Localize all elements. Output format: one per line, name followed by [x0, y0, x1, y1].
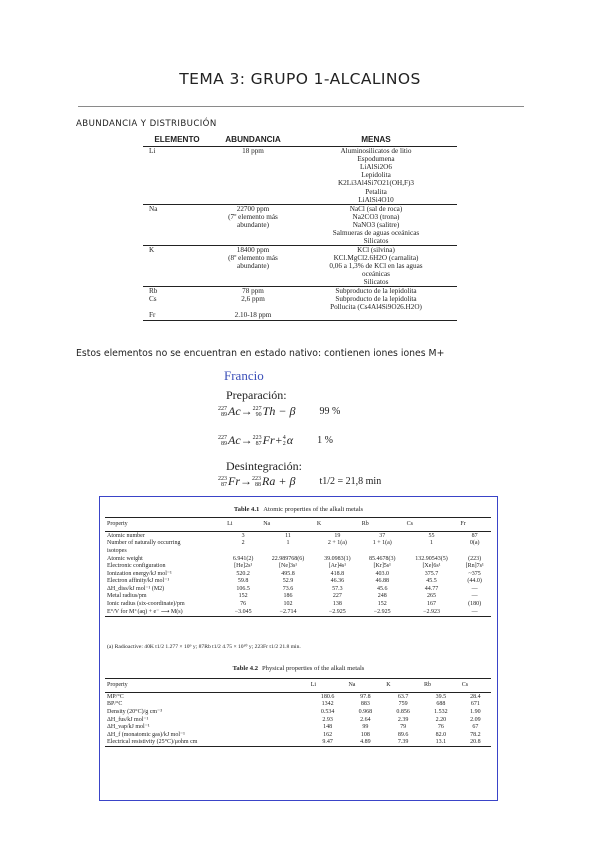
- value-cell: 2.39: [397, 716, 409, 723]
- mena-line: Subproducto de la lepidolita: [335, 295, 417, 304]
- col-header-element: ELEMENTO: [143, 134, 211, 147]
- value-cell: (223): [468, 555, 482, 562]
- value-cell: (180): [468, 601, 482, 608]
- preparation-label: Preparación:: [226, 388, 287, 402]
- property-name-cell: Electronic configuration: [107, 563, 166, 570]
- table-row: [105, 562, 491, 570]
- value-cell: 22.989768(6): [271, 555, 305, 562]
- value-cell: 2.09: [470, 716, 481, 723]
- value-cell: 55: [428, 532, 435, 539]
- table-row: [105, 593, 491, 601]
- mena-line: K2Li3Al4Si7O21(OH,F)3: [337, 179, 415, 188]
- property-name-cell: BP/°C: [107, 701, 123, 708]
- mena-line: 0,06 a 1,3% de KCl en las aguas: [329, 262, 423, 271]
- table-row: [143, 295, 457, 311]
- table-row: [105, 585, 491, 593]
- property-name-cell: Atomic number: [107, 532, 145, 539]
- element-cell: Li: [143, 147, 211, 204]
- abundance-line: (7º elemento más: [228, 212, 278, 221]
- mena-line: NaCl (sal de roca): [349, 204, 403, 213]
- property-name-cell: Atomic weight: [107, 555, 143, 562]
- mena-line: LiAlSi2O6: [360, 163, 392, 172]
- abundance-line: abundante): [237, 220, 269, 229]
- mena-line: KCl (silvina): [357, 245, 395, 254]
- table-row: [105, 731, 491, 739]
- column-header: Fr: [458, 518, 491, 532]
- value-cell: 52.9: [282, 578, 294, 585]
- equation-preparation-1: 227 89 Ac → 227 90 Th − β 99 %: [218, 404, 341, 418]
- property-name-cell: isotopes: [107, 547, 127, 554]
- mena-line: LiAlSi4O10: [358, 195, 394, 204]
- column-header: Na: [261, 518, 315, 532]
- table-row: [143, 204, 457, 245]
- table-row: [105, 547, 491, 555]
- value-cell: 82.0: [435, 731, 447, 738]
- value-cell: 1342: [321, 701, 334, 708]
- column-header: K: [384, 679, 422, 693]
- column-header: Property: [105, 679, 309, 693]
- property-name-cell: Metal radius/pm: [107, 593, 147, 600]
- col-header-menas: MENAS: [295, 134, 457, 147]
- mena-line: oceánicas: [362, 270, 390, 279]
- value-cell: 6.941(2): [232, 555, 254, 562]
- value-cell: 44.77: [424, 585, 439, 592]
- column-header: Rb: [422, 679, 460, 693]
- column-header: Cs: [405, 518, 459, 532]
- disintegration-label: Desintegración:: [226, 459, 302, 473]
- table1-footnote: (a) Radioactive: 40K t1/2 1.277 × 10⁹ y; 87Rb t1/2 4.75 × 10¹⁰ y; 223Fr t1/2 21.8 min.: [107, 644, 301, 650]
- value-cell: 2: [241, 540, 245, 547]
- column-header: K: [315, 518, 360, 532]
- value-cell: 759: [398, 701, 408, 708]
- column-header: Cs: [460, 679, 491, 693]
- value-cell: 19: [334, 532, 341, 539]
- value-cell: ~375: [468, 570, 481, 577]
- mena-line: Na2CO3 (trona): [352, 212, 400, 221]
- value-cell: [360, 547, 405, 555]
- mena-line: Lepidolita: [361, 171, 391, 180]
- value-cell: 0.856: [396, 708, 410, 715]
- equation-preparation-2: 227 89 Ac → 223 87 Fr + 4 2 α 1 %: [218, 433, 333, 447]
- native-state-note: Estos elementos no se encuentran en estado nativo: contienen iones iones M+: [76, 348, 445, 359]
- value-cell: 1.90: [470, 708, 481, 715]
- property-name-cell: E°/V for M⁺(aq) + e⁻ ⟶ M(s): [105, 608, 225, 616]
- value-cell: 1 + 1(a): [372, 540, 392, 547]
- element-cell: K: [143, 245, 211, 286]
- value-cell: 1: [286, 540, 290, 547]
- value-cell: 248: [377, 593, 387, 600]
- value-cell: 2.20: [435, 716, 447, 723]
- alkali-tables-frame: [99, 496, 498, 801]
- value-cell: 2.64: [360, 716, 371, 723]
- col-header-abundance: ABUNDANCIA: [211, 134, 295, 147]
- value-cell: 418.8: [330, 570, 345, 577]
- value-cell: 671: [470, 701, 480, 708]
- value-cell: 0(a): [469, 540, 480, 547]
- value-cell: 152: [238, 593, 248, 600]
- value-cell: 167: [427, 601, 436, 608]
- table-row: [105, 540, 491, 548]
- value-cell: [Ne]3s¹: [278, 563, 298, 570]
- value-cell: [Xe]6s¹: [422, 563, 441, 570]
- table-row: [105, 555, 491, 563]
- value-cell: 59.8: [237, 578, 249, 585]
- abundance-cell: [211, 147, 295, 204]
- equation-disintegration: 223 87 Fr → 223 88 Ra + β t1/2 = 21,8 min: [218, 474, 382, 488]
- mena-line: Petalita: [365, 187, 387, 196]
- value-cell: 2.93: [322, 716, 333, 723]
- mena-line: Pollucita (Cs4Al4Si9O26.H2O): [330, 303, 422, 312]
- property-name-cell: Electron affinity/kJ mol⁻¹: [107, 578, 170, 585]
- value-cell: 89.6: [397, 731, 409, 738]
- menas-cell: [295, 147, 457, 204]
- menas-cell: [295, 295, 457, 311]
- column-header: Na: [346, 679, 384, 693]
- abundance-cell: [211, 311, 295, 320]
- menas-cell: [295, 245, 457, 286]
- mena-line: Salmueras de aguas oceánicas: [332, 228, 420, 237]
- value-cell: [Ar]4s¹: [328, 563, 347, 570]
- mena-line: Subproducto de la lepidolita: [335, 287, 417, 296]
- value-cell: 67: [472, 724, 479, 731]
- value-cell: 87: [471, 532, 478, 539]
- value-cell: [Rn]7s¹: [465, 563, 484, 570]
- value-cell: 39.0983(1): [324, 555, 351, 562]
- value-cell: −2.923: [405, 608, 459, 616]
- value-cell: 79: [400, 724, 407, 731]
- value-cell: [458, 547, 491, 555]
- value-cell: 2 + 1(a): [327, 540, 347, 547]
- value-cell: 0.534: [320, 708, 335, 715]
- abundance-cell: [211, 287, 295, 296]
- mena-line: NaNO3 (salitre): [352, 220, 400, 229]
- value-cell: —: [458, 608, 491, 616]
- value-cell: 1.532: [434, 708, 448, 715]
- table-row: [105, 701, 491, 709]
- value-cell: [Kr]5s¹: [373, 563, 391, 570]
- section-heading: ABUNDANCIA Y DISTRIBUCIÓN: [76, 119, 217, 129]
- value-cell: 11: [285, 532, 291, 539]
- property-name-cell: ΔH_diss/kJ mol⁻¹ (M2): [107, 585, 165, 592]
- value-cell: 57.3: [332, 585, 343, 592]
- value-cell: 45.5: [426, 578, 437, 585]
- value-cell: 152: [377, 601, 387, 608]
- value-cell: [He]2s¹: [234, 563, 253, 570]
- element-cell: Na: [143, 204, 211, 245]
- abundance-cell: [211, 295, 295, 311]
- value-cell: 4.89: [346, 739, 384, 747]
- mena-line: Espodumena: [357, 155, 395, 164]
- table-row: [105, 739, 491, 747]
- table-row: [105, 532, 491, 540]
- value-cell: 186: [283, 593, 293, 600]
- value-cell: −2.714: [261, 608, 315, 616]
- value-cell: 180.6: [320, 693, 335, 700]
- value-cell: 1: [430, 540, 433, 547]
- value-cell: —: [471, 593, 478, 600]
- value-cell: [225, 547, 261, 555]
- abundance-line: 78 ppm: [242, 287, 264, 296]
- value-cell: 883: [360, 701, 370, 708]
- value-cell: 46.88: [375, 578, 389, 585]
- table-row: [105, 608, 491, 616]
- value-cell: 37: [379, 532, 386, 539]
- value-cell: 148: [323, 724, 333, 731]
- value-cell: [261, 547, 315, 555]
- table2-caption: Table 4.2 Physical properties of the alkali metals: [232, 665, 365, 672]
- abundance-line: 18 ppm: [242, 147, 264, 156]
- property-name-cell: Ionization energy/kJ mol⁻¹: [107, 570, 172, 577]
- menas-cell: [295, 311, 457, 320]
- value-cell: 39.5: [435, 693, 447, 700]
- property-name-cell: ΔH_fus/kJ mol⁻¹: [107, 716, 149, 723]
- value-cell: 265: [427, 593, 436, 600]
- abundance-line: 18400 ppm: [236, 245, 270, 254]
- property-name-cell: ΔH_vap/kJ mol⁻¹: [107, 724, 150, 731]
- value-cell: −2.925: [315, 608, 360, 616]
- value-cell: 97.8: [360, 693, 371, 700]
- value-cell: —: [471, 585, 478, 592]
- column-header: Li: [225, 518, 261, 532]
- value-cell: 76: [240, 601, 247, 608]
- property-name-cell: Electrical resistivity (25°C)/μohm cm: [105, 739, 309, 747]
- atomic-properties-table: [105, 517, 491, 617]
- abundance-line: (8º elemento más: [228, 254, 278, 262]
- value-cell: 520.2: [236, 570, 250, 577]
- value-cell: [315, 547, 360, 555]
- page-title: TEMA 3: GRUPO 1-ALCALINOS: [179, 70, 421, 88]
- property-name-cell: Density (20°C)/g cm⁻³: [107, 708, 163, 715]
- abundance-cell: [211, 204, 295, 245]
- property-name-cell: ΔH_f (monatomic gas)/kJ mol⁻¹: [107, 731, 185, 738]
- value-cell: 28.4: [470, 693, 481, 700]
- value-cell: 106.5: [236, 585, 250, 592]
- physical-properties-table: [105, 678, 491, 747]
- francio-title: Francio: [224, 368, 264, 383]
- menas-cell: [295, 204, 457, 245]
- mena-line: Aluminosilicatos de litio: [340, 147, 412, 156]
- table-row: [143, 287, 457, 296]
- table-row: [143, 311, 457, 320]
- value-cell: 495.8: [281, 570, 295, 577]
- table-row: [105, 693, 491, 701]
- table1-caption: Table 4.1 Atomic properties of the alkali metals: [233, 506, 364, 513]
- mena-line: KCl.MgCl2.6H2O (carnalita): [333, 254, 419, 262]
- value-cell: 73.6: [282, 585, 294, 592]
- value-cell: 45.6: [376, 585, 388, 592]
- value-cell: 0.968: [358, 708, 373, 715]
- element-cell: Cs: [149, 295, 157, 304]
- value-cell: 688: [436, 701, 446, 708]
- table-row: [105, 723, 491, 731]
- value-cell: 63.7: [397, 693, 409, 700]
- abundance-table: [143, 134, 457, 321]
- abundance-line: 2.10-18 ppm: [234, 311, 272, 320]
- column-header: Rb: [360, 518, 405, 532]
- mena-line: Silicatos: [363, 236, 389, 245]
- value-cell: 108: [360, 731, 370, 738]
- table-row: [143, 245, 457, 286]
- table-row: [143, 147, 457, 204]
- value-cell: 375.7: [424, 570, 439, 577]
- value-cell: 46.36: [330, 578, 345, 585]
- table-row: [105, 570, 491, 578]
- value-cell: 7.39: [384, 739, 422, 747]
- column-header: Property: [105, 518, 225, 532]
- column-header: Li: [309, 679, 347, 693]
- value-cell: 99: [362, 724, 369, 731]
- element-cell: Rb: [143, 287, 211, 296]
- value-cell: [405, 547, 459, 555]
- value-cell: 162: [323, 731, 333, 738]
- value-cell: 403.0: [375, 570, 389, 577]
- value-cell: 132.90543(5): [415, 555, 448, 562]
- value-cell: (44.0): [467, 578, 482, 585]
- title-divider: [78, 106, 524, 107]
- table-row: [105, 578, 491, 586]
- mena-line: Silicatos: [363, 278, 389, 287]
- value-cell: 20.8: [460, 739, 491, 747]
- value-cell: 78.2: [470, 731, 481, 738]
- value-cell: −3.045: [225, 608, 261, 616]
- value-cell: 102: [283, 601, 293, 608]
- abundance-line: abundante): [237, 262, 269, 271]
- value-cell: 3: [241, 532, 245, 539]
- value-cell: 76: [437, 724, 444, 731]
- value-cell: 227: [332, 593, 342, 600]
- menas-cell: [295, 287, 457, 296]
- abundance-line: 2,6 ppm: [241, 295, 265, 304]
- table-row: [105, 716, 491, 724]
- property-name-cell: MP/°C: [107, 693, 124, 700]
- value-cell: 85.4678(3): [368, 555, 396, 562]
- element-cell: Fr: [143, 311, 211, 320]
- value-cell: 138: [332, 601, 342, 608]
- table-row: [105, 600, 491, 608]
- abundance-line: 22700 ppm: [236, 204, 270, 213]
- property-name-cell: Ionic radius (six-coordinate)/pm: [107, 601, 185, 608]
- value-cell: −2.925: [360, 608, 405, 616]
- value-cell: 13.1: [422, 739, 460, 747]
- property-name-cell: Number of naturally occurring: [107, 540, 181, 547]
- value-cell: 9.47: [309, 739, 347, 747]
- abundance-cell: [211, 245, 295, 286]
- table-row: [105, 708, 491, 716]
